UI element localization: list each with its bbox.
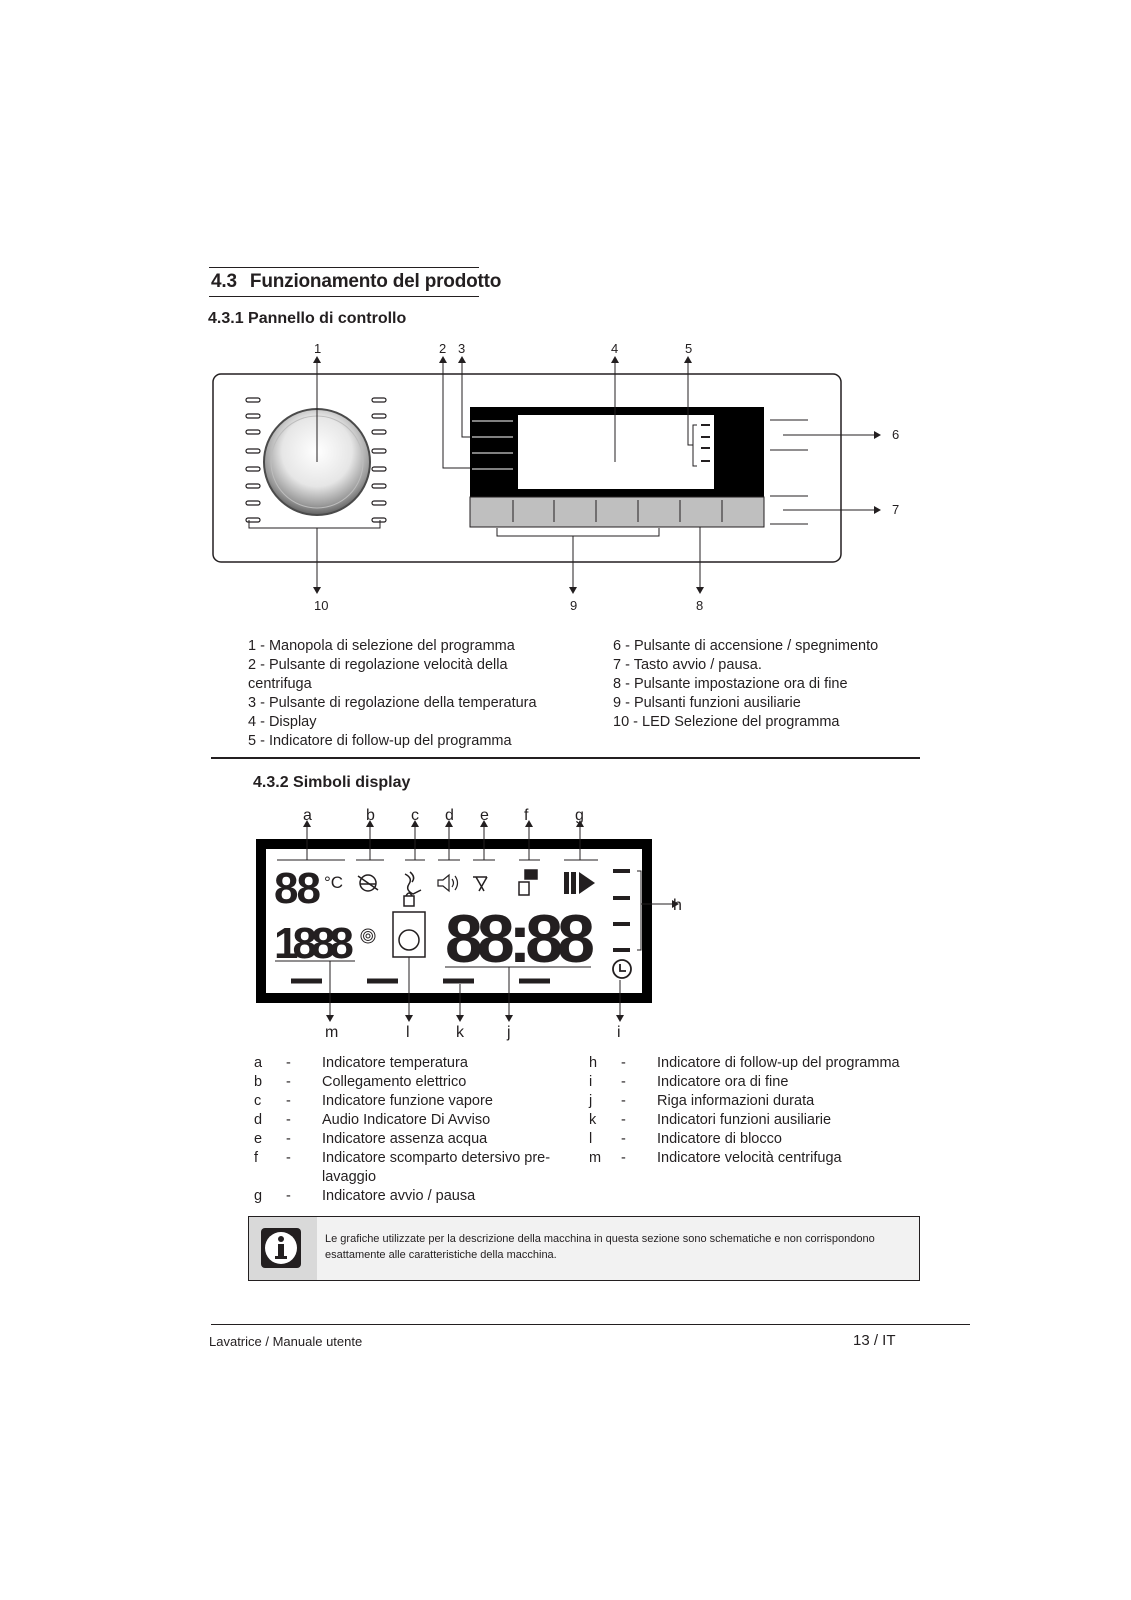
panel-subtitle-number: 4.3.1 [208,310,244,327]
legend-text: Collegamento elettrico [322,1074,467,1090]
legend-key: l [589,1131,593,1147]
legend-key: f [254,1150,259,1166]
legend-key: c [254,1093,262,1109]
legend-text: Audio Indicatore Di Avviso [322,1112,491,1128]
lcd-temperature-unit: °C [324,873,344,892]
section-title-text: Funzionamento del prodotto [249,271,502,292]
callout-l: l [406,1024,410,1041]
legend-dash: - [621,1112,626,1128]
legend-dash: - [621,1131,626,1147]
legend-text: Indicatore temperatura [322,1055,468,1071]
legend-text: Indicatore scomparto detersivo pre- [322,1150,551,1166]
legend-key: b [254,1074,263,1090]
info-note-line: esattamente alle caratteristiche della macchina. [325,1249,557,1261]
callout-g: g [575,807,584,824]
panel-legend-line: 2 - Pulsante di regolazione velocità della [248,657,508,673]
lcd-temperature-digits: 88 [274,864,319,913]
legend-dash: - [286,1188,291,1204]
panel-subtitle-text: Pannello di controllo [248,310,407,327]
callout-f: f [524,807,529,824]
panel-legend-line: 8 - Pulsante impostazione ora di fine [613,676,848,692]
panel-legend-line: 10 - LED Selezione del programma [613,714,840,730]
panel-legend-line: 3 - Pulsante di regolazione della temperatura [248,695,537,711]
legend-key: k [589,1112,597,1128]
legend-key: m [589,1150,602,1166]
info-note [248,1216,920,1281]
legend-text: Indicatore di follow-up del programma [657,1055,900,1071]
legend-dash: - [621,1055,626,1071]
callout-d: d [445,807,454,824]
display-symbols-diagram [0,800,1131,1045]
legend-dash: - [286,1093,291,1109]
callout-h: h [673,897,682,914]
lcd-time-digits: 88:88 [445,901,589,977]
section-title [211,271,501,293]
callout-a: a [303,807,312,824]
legend-dash: - [286,1150,291,1166]
legend-text: Indicatore di blocco [657,1131,782,1147]
legend-key: a [254,1055,263,1071]
callout-b: b [366,807,375,824]
callout-1: 1 [314,341,322,356]
info-icon [249,1217,317,1280]
panel-legend-right [613,637,878,732]
panel-subtitle [208,310,406,328]
callout-j: j [507,1024,511,1041]
legend-key: d [254,1112,263,1128]
callout-4: 4 [611,341,619,356]
legend-key: j [589,1093,593,1109]
legend-dash: - [286,1055,291,1071]
callout-m: m [325,1024,339,1041]
panel-legend-line: 7 - Tasto avvio / pausa. [613,657,762,673]
legend-text: lavaggio [322,1169,377,1185]
section-rule-top [209,267,479,268]
callout-3: 3 [458,341,466,356]
section-number: 4.3 [211,271,237,292]
callout-6: 6 [892,427,900,442]
legend-key: i [589,1074,593,1090]
info-note-text [325,1231,905,1263]
callout-9: 9 [570,598,578,613]
callout-i: i [617,1024,621,1041]
panel-legend-left [248,637,537,751]
footer-page-number: 13 / IT [853,1332,896,1349]
panel-legend-line: 5 - Indicatore di follow-up del programma [248,733,512,749]
callout-e: e [480,807,489,824]
panel-legend-line: 1 - Manopola di selezione del programma [248,638,515,654]
display-screen [518,415,714,489]
legend-key: g [254,1188,263,1204]
display-subtitle-number: 4.3.2 [253,774,289,791]
callout-k: k [456,1024,464,1041]
callout-5: 5 [685,341,693,356]
section-rule-bottom [209,296,479,297]
footer-rule [211,1324,970,1325]
legend-dash: - [286,1112,291,1128]
legend-dash: - [621,1093,626,1109]
callout-10: 10 [314,598,329,613]
callout-2: 2 [439,341,447,356]
legend-key: e [254,1131,263,1147]
callout-c: c [411,807,419,824]
display-subtitle [253,774,410,792]
section-divider [211,757,920,759]
legend-text: Indicatore avvio / pausa [322,1188,476,1204]
legend-text: Indicatore funzione vapore [322,1093,493,1109]
callout-7: 7 [892,502,900,517]
legend-dash: - [286,1074,291,1090]
panel-legend-line: 9 - Pulsanti funzioni ausiliarie [613,695,801,711]
info-note-line: Le grafiche utilizzate per la descrizione della macchina in questa sezione sono schematiche e non corrispondono [325,1233,875,1245]
legend-dash: - [621,1074,626,1090]
legend-dash: - [621,1150,626,1166]
legend-text: Riga informazioni durata [657,1093,815,1109]
callout-8: 8 [696,598,704,613]
legend-dash: - [286,1131,291,1147]
legend-text: Indicatori funzioni ausiliarie [657,1112,832,1128]
legend-text: Indicatore assenza acqua [322,1131,488,1147]
control-panel-diagram [0,330,1131,620]
legend-text: Indicatore velocità centrifuga [657,1150,842,1166]
panel-legend-line: 4 - Display [248,714,317,730]
legend-key: h [589,1055,598,1071]
panel-legend-line: 6 - Pulsante di accensione / spegnimento [613,638,879,654]
panel-legend-line: centrifuga [248,676,312,692]
footer-document-title: Lavatrice / Manuale utente [209,1334,363,1349]
legend-text: Indicatore ora di fine [657,1074,789,1090]
aux-button-strip [470,497,764,527]
display-subtitle-text: Simboli display [293,774,411,791]
lcd-spin-digits: 1888 [274,919,348,968]
